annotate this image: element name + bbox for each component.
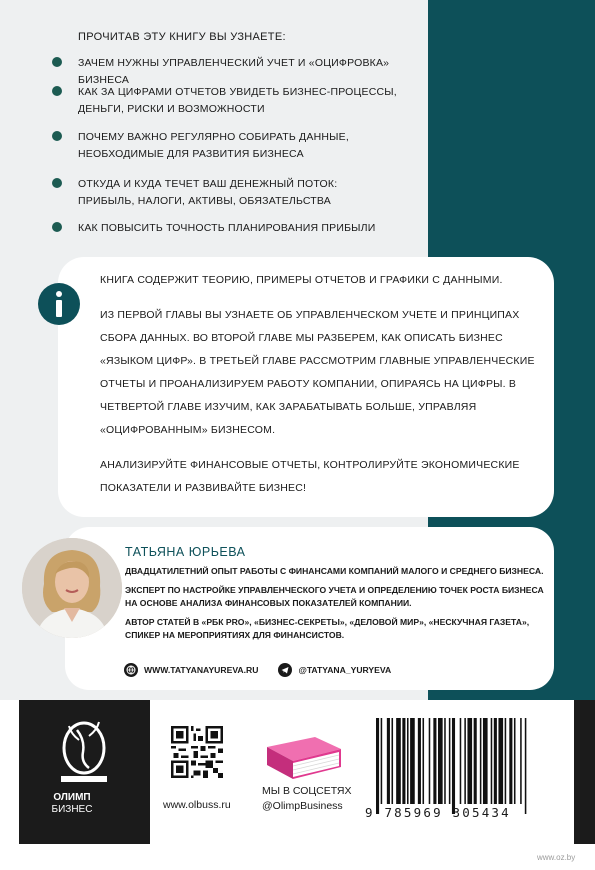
bullet-icon: [52, 57, 62, 67]
barcode-bar: [452, 718, 455, 814]
barcode-bar: [381, 718, 383, 804]
logo-line: ОЛИМП: [53, 792, 91, 803]
list-item: [52, 129, 422, 163]
author-bio: [125, 565, 545, 648]
telegram-icon: [278, 663, 292, 677]
corner-dark-block: [574, 700, 595, 844]
barcode-bar: [480, 718, 482, 804]
barcode-bar: [418, 718, 421, 804]
info-icon: [38, 283, 80, 325]
social-handle[interactable]: @OlimpBusiness: [262, 800, 343, 812]
publisher-logo-text: [42, 792, 102, 816]
description-paragraph: ИЗ ПЕРВОЙ ГЛАВЫ ВЫ УЗНАЕТЕ ОБ УПРАВЛЕНЧЕСКОМ УЧЕТЕ И ПРИНЦИПАХ СБОРА ДАННЫХ. ВО ВТОРОЙ ГЛАВЕ МЫ РАЗБЕРЕМ, КАК ОПИСАТЬ БИЗНЕС «ЯЗЫКОМ ЦИФР». В ТРЕТЬЕЙ ГЛАВЕ РАССМОТРИМ ГЛАВНЫЕ УПРАВЛЕНЧЕСКИЕ ОТЧЕТЫ И ПРОАНАЛИЗИРУЕМ РАБОТУ КОМПАНИИ, ОПИРАЯСЬ НА ЦИФРЫ. В ЧЕТВЕРТОЙ ГЛАВЕ ИЗУЧИМ, КАК ЗАРАБАТЫВАТЬ БОЛЬШЕ, УПРАВЛЯЯ «ОЦИФРОВАННЫМ» БИЗНЕСОМ.: [100, 309, 535, 436]
list-item-text: КАК ПОВЫСИТЬ ТОЧНОСТЬ ПЛАНИРОВАНИЯ ПРИБЫЛИ: [78, 222, 376, 234]
olimp-logo-icon: [19, 700, 150, 844]
description-paragraph: АНАЛИЗИРУЙТЕ ФИНАНСОВЫЕ ОТЧЕТЫ, КОНТРОЛИРУЙТЕ ЭКОНОМИЧЕСКИЕ ПОКАЗАТЕЛИ И РАЗВИВАЙТЕ БИЗНЕС!: [100, 459, 520, 494]
barcode-bar: [460, 718, 462, 804]
list-item: [52, 84, 422, 118]
social-line: МЫ В СОЦСЕТЯХ: [262, 785, 352, 797]
author-bio-line: ЭКСПЕРТ ПО НАСТРОЙКЕ УПРАВЛЕНЧЕСКОГО УЧЕТА И ОПРЕДЕЛЕНИЮ ТОЧЕК РОСТА БИЗНЕСА НА ОСНОВЕ АНАЛИЗА ФИНАНСОВЫХ ПОКАЗАТЕЛЕЙ КОМПАНИИ.: [125, 585, 544, 608]
barcode-bar: [491, 718, 493, 804]
list-item-text: ОТКУДА И КУДА ТЕЧЕТ ВАШ ДЕНЕЖНЫЙ ПОТОК: ПРИБЫЛЬ, НАЛОГИ, АКТИВЫ, ОБЯЗАТЕЛЬСТВА: [78, 178, 338, 207]
telegram-link[interactable]: [278, 663, 391, 677]
barcode-bar: [444, 718, 446, 804]
barcode-bar: [438, 718, 443, 804]
barcode-bar: [387, 718, 390, 804]
author-bio-line: АВТОР СТАТЕЙ В «РБК PRO», «БИЗНЕС-СЕКРЕТЫ», «ДЕЛОВОЙ МИР», «НЕСКУЧНАЯ ГАЗЕТА», СПИКЕР НА МЕРОПРИЯТИЯХ ДЛЯ ФИНАНСИСТОВ.: [125, 617, 530, 640]
author-bio-line: ДВАДЦАТИЛЕТНИЙ ОПЫТ РАБОТЫ С ФИНАНСАМИ КОМПАНИЙ МАЛОГО И СРЕДНЕГО БИЗНЕСА.: [125, 566, 544, 576]
barcode-bar: [494, 718, 497, 804]
barcode-bar: [449, 718, 451, 804]
website-link[interactable]: [124, 663, 258, 677]
list-item-text: ПОЧЕМУ ВАЖНО РЕГУЛЯРНО СОБИРАТЬ ДАННЫЕ, НЕОБХОДИМЫЕ ДЛЯ РАЗВИТИЯ БИЗНЕСА: [78, 131, 349, 160]
barcode-bar: [467, 718, 472, 804]
barcode-bar: [474, 718, 477, 804]
isbn-number: 9 785969 305434: [365, 805, 511, 820]
qr-code: [171, 726, 223, 778]
watermark-text: www.oz.by: [537, 853, 576, 862]
website-text: WWW.TATYANAYUREVA.RU: [144, 665, 259, 675]
barcode-bar: [514, 718, 516, 804]
bullet-icon: [52, 222, 62, 232]
author-photo: [22, 538, 122, 638]
bullet-icon: [52, 86, 62, 96]
list-item-text: ЗАЧЕМ НУЖНЫ УПРАВЛЕНЧЕСКИЙ УЧЕТ И «ОЦИФРОВКА» БИЗНЕСА: [78, 57, 390, 86]
list-item-text: КАК ЗА ЦИФРАМИ ОТЧЕТОВ УВИДЕТЬ БИЗНЕС-ПРОЦЕССЫ, ДЕНЬГИ, РИСКИ И ВОЗМОЖНОСТИ: [78, 86, 397, 115]
barcode-bar: [498, 718, 503, 804]
book-icon: [263, 733, 345, 781]
author-name: ТАТЬЯНА ЮРЬЕВА: [125, 545, 246, 559]
bullet-icon: [52, 178, 62, 188]
barcode-bar: [402, 718, 405, 804]
logo-line: БИЗНЕС: [51, 804, 93, 815]
publisher-logo-block: [19, 700, 150, 844]
barcode-bar: [505, 718, 507, 804]
social-label: [262, 784, 352, 814]
description-text: [100, 269, 540, 512]
barcode-bar: [509, 718, 512, 804]
bullet-icon: [52, 131, 62, 141]
barcode-bar: [483, 718, 488, 804]
telegram-text: @TATYANA_YURYEVA: [298, 665, 392, 675]
list-item: [52, 176, 422, 210]
barcode-bar: [396, 718, 401, 804]
barcode-bar: [464, 718, 466, 804]
barcode-bar: [433, 718, 436, 804]
barcode-bar: [423, 718, 425, 804]
barcode-bar: [520, 718, 522, 804]
author-contacts: [124, 663, 411, 677]
globe-icon: [124, 663, 138, 677]
barcode-bar: [525, 718, 527, 814]
barcode-bar: [410, 718, 415, 804]
barcode-bar: [376, 718, 379, 814]
list-item: [52, 220, 422, 237]
description-paragraph: КНИГА СОДЕРЖИТ ТЕОРИЮ, ПРИМЕРЫ ОТЧЕТОВ И ГРАФИКИ С ДАННЫМИ.: [100, 274, 503, 286]
barcode-bar: [429, 718, 431, 804]
publisher-website[interactable]: www.olbuss.ru: [163, 799, 231, 811]
learn-heading: ПРОЧИТАВ ЭТУ КНИГУ ВЫ УЗНАЕТЕ:: [78, 31, 286, 43]
barcode-bar: [392, 718, 394, 804]
barcode-bar: [407, 718, 409, 804]
